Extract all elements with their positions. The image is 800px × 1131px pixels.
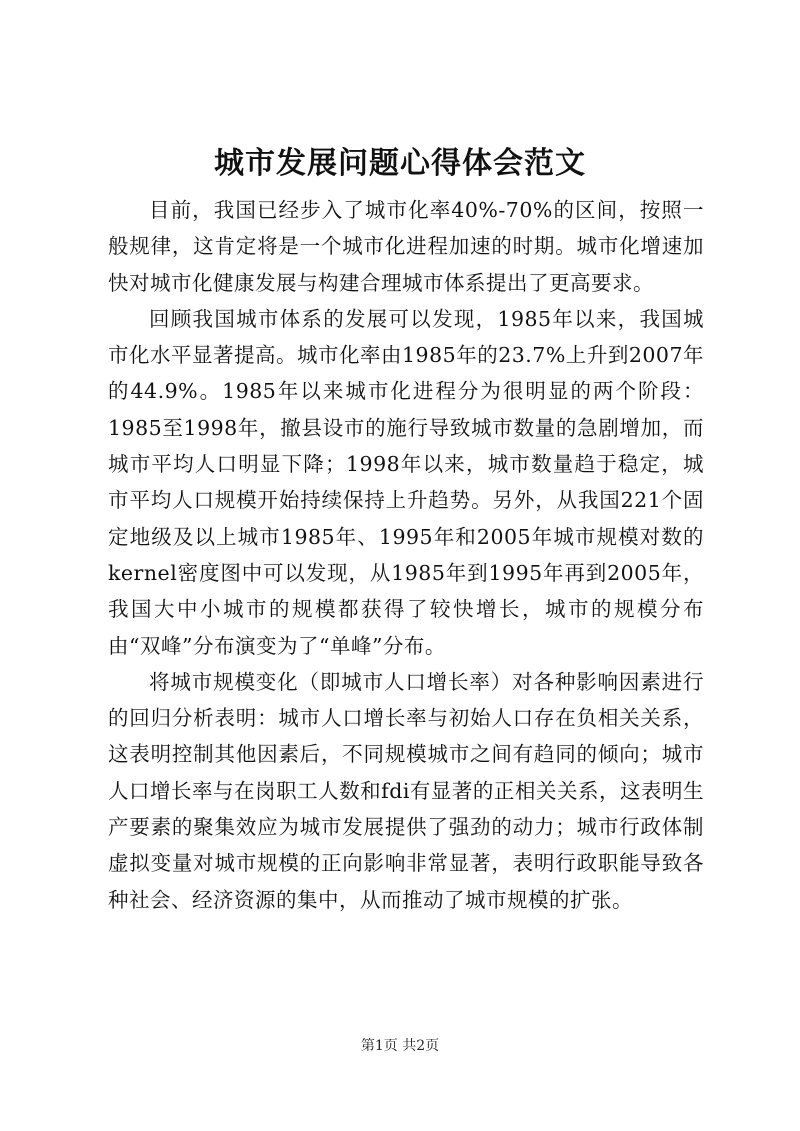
page-footer: 第1页 共2页	[360, 1038, 440, 1054]
paragraph-2: 回顾我国城市体系的发展可以发现，1985年以来，我国城市化水平显著提高。城市化率由1985年的23.7%上升到2007年的44.9%。1985年以来城市化进程分为很明显的两个阶段：1985至1998年，撤县设市的施行导致城市数量的急剧增加，而城市平均人口明显下降；1998年以来，城市数量趋于稳定，城市平均人口规模开始持续保持上升趋势。另外，从我国221个固定地级及以上城市1985年、1995年和2005年城市规模对数的kernel密度图中可以发现，从1985年到1995年再到2005年，我国大中小城市的规模都获得了较快增长，城市的规模分布由“双峰”分布演变为了“单峰”分布。	[108, 306, 704, 658]
document-body	[108, 192, 704, 918]
document-title: 城市发展问题心得体会范文	[214, 146, 586, 181]
paragraph-1: 目前，我国已经步入了城市化率40%-70%的区间，按照一般规律，这肯定将是一个城市化进程加速的时期。城市化增速加快对城市化健康发展与构建合理城市体系提出了更高要求。	[108, 198, 704, 295]
paragraph-3: 将城市规模变化（即城市人口增长率）对各种影响因素进行的回归分析表明：城市人口增长率与初始人口存在负相关关系，这表明控制其他因素后，不同规模城市之间有趋同的倾向；城市人口增长率与在岗职工人数和fdi有显著的正相关关系，这表明生产要素的聚集效应为城市发展提供了强劲的动力；城市行政体制虚拟变量对城市规模的正向影响非常显著，表明行政职能导致各种社会、经济资源的集中，从而推动了城市规模的扩张。	[108, 669, 704, 912]
